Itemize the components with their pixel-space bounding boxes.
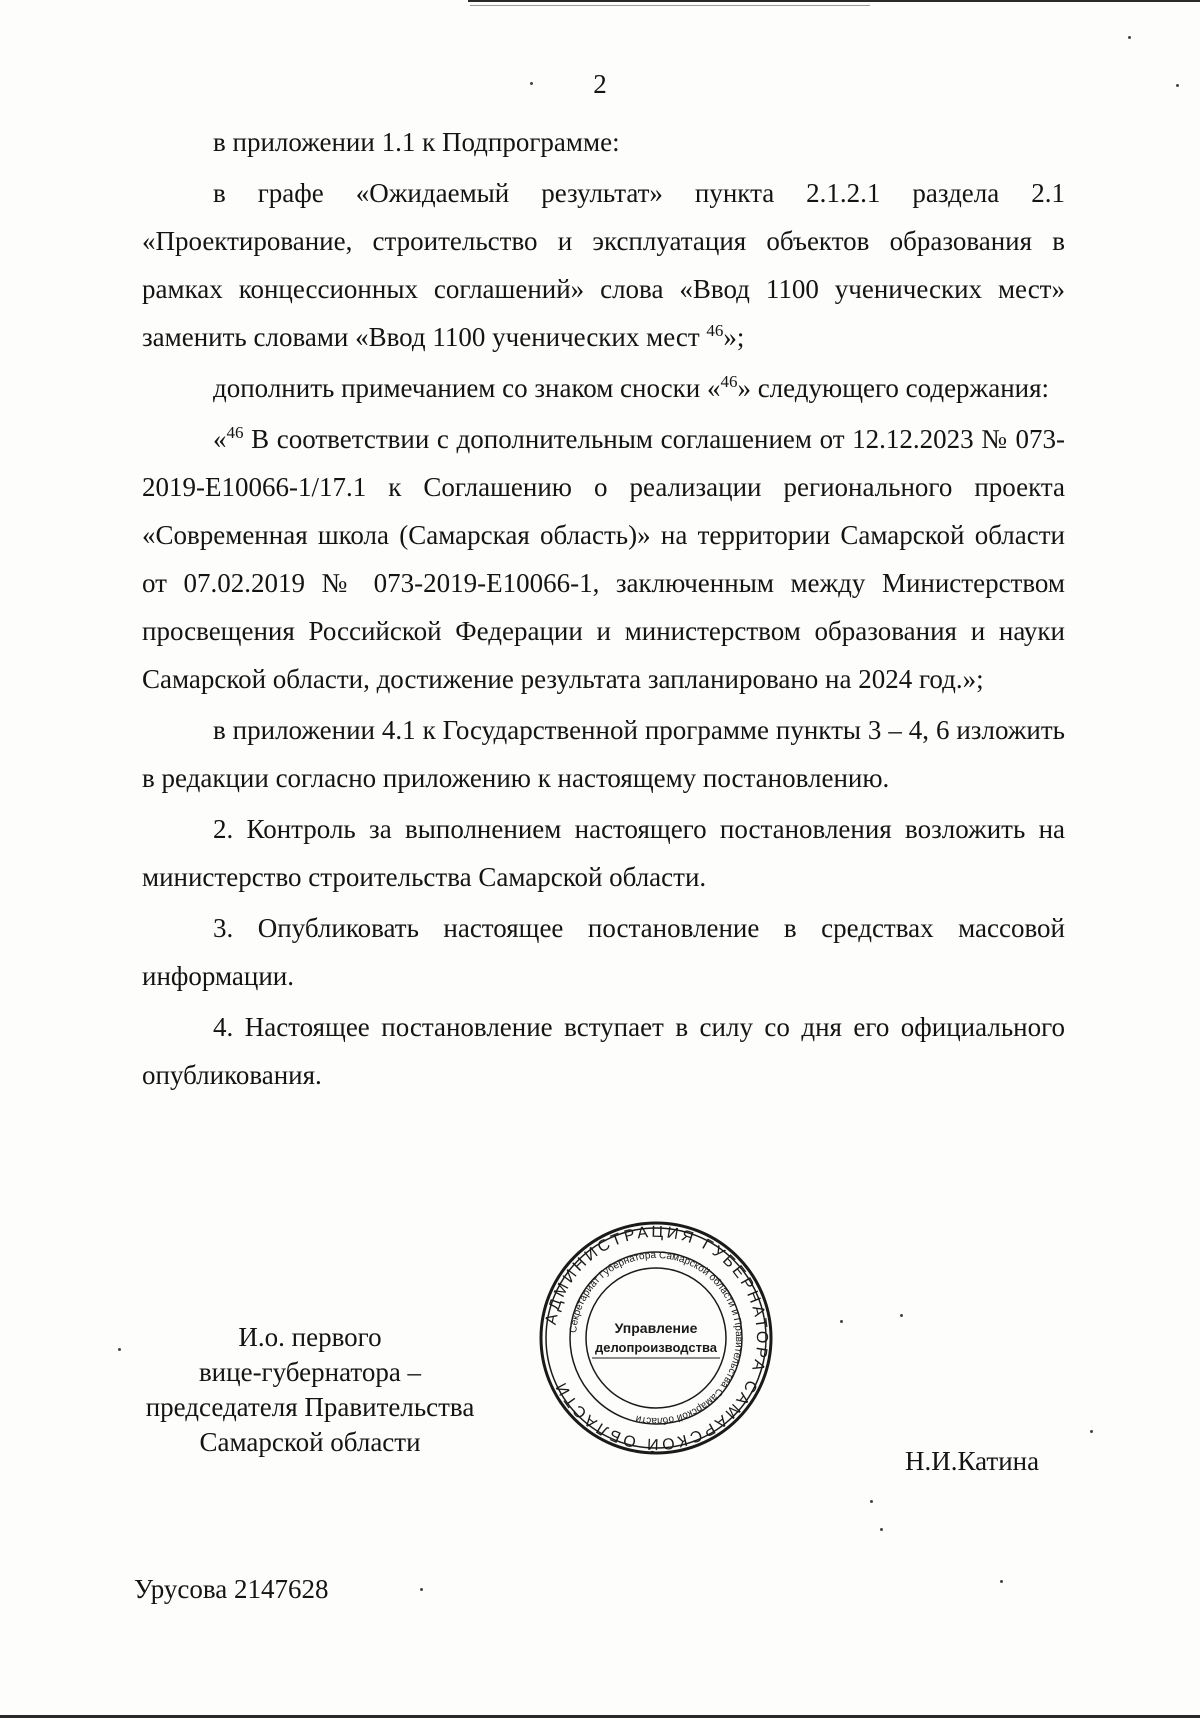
seal-center-line-2: делопроизводства bbox=[594, 1340, 718, 1355]
scan-speck bbox=[420, 1588, 423, 1591]
paragraph-tail: В соответствии с дополнительным соглашением от 12.12.2023 № 073-2019-Е10066-1/17.1 к Соглашению о реализации регионального проекта «Современная школа (Самарская область)» на территории Самарской области от 07.02.2019 № 073-2019-Е10066-1, заключенным между Министерством просвещения Российской Федерации и министерством образования и науки Самарской области, достижение результата запланировано на 2024 год.»; bbox=[142, 424, 1065, 694]
official-seal bbox=[536, 1218, 776, 1458]
scan-speck bbox=[1000, 1580, 1003, 1583]
scan-speck bbox=[880, 1528, 883, 1531]
paragraph-2 bbox=[142, 169, 1065, 361]
scan-speck bbox=[900, 1314, 903, 1317]
paragraph-5 bbox=[142, 706, 1065, 802]
paragraph-8 bbox=[142, 1003, 1065, 1099]
paragraph-6 bbox=[142, 805, 1065, 901]
footnote-mark: 46 bbox=[720, 372, 738, 391]
paragraph-4 bbox=[142, 415, 1065, 703]
signatory-title-line: председателя Правительства bbox=[145, 1392, 475, 1422]
executor-note: Урусова 2147628 bbox=[134, 1574, 329, 1604]
scan-edge-top bbox=[468, 0, 1200, 2]
scan-speck bbox=[1090, 1430, 1093, 1433]
paragraph-3 bbox=[142, 364, 1065, 412]
scan-speck bbox=[840, 1320, 843, 1323]
seal-inner-text: Секретариат Губернатора Самарской области и Правительства Самарской области bbox=[568, 1249, 745, 1427]
paragraph-tail: »; bbox=[723, 322, 745, 352]
paragraph-text: 3. Опубликовать настоящее постановление в средствах массовой информации. bbox=[142, 913, 1065, 991]
scan-speck bbox=[1176, 84, 1179, 87]
paragraph-text: « bbox=[213, 424, 227, 454]
paragraph-7 bbox=[142, 904, 1065, 1000]
paragraph-text: 2. Контроль за выполнением настоящего постановления возложить на министерство строительства Самарской области. bbox=[142, 814, 1065, 892]
document-body bbox=[142, 118, 1065, 1099]
scan-speck bbox=[1128, 36, 1131, 39]
scan-speck bbox=[118, 1348, 121, 1351]
footnote-mark: 46 bbox=[706, 321, 724, 340]
signatory-title-line: вице-губернатора – bbox=[198, 1357, 422, 1387]
svg-text:Секретариат Губернатора Самарс bbox=[568, 1250, 744, 1427]
scan-speck bbox=[870, 1500, 873, 1503]
signatory-name: Н.И.Катина bbox=[905, 1446, 1040, 1476]
paragraph-text: в графе «Ожидаемый результат» пункта 2.1.2.1 раздела 2.1 «Проектирование, строительство и эксплуатация объектов образования в рамках концессионных соглашений» слова «Ввод 1100 ученических мест» заменить словами «Ввод 1100 ученических мест bbox=[142, 178, 1065, 352]
signatory-title-line: И.о. первого bbox=[238, 1322, 382, 1352]
signatory-title-line: Самарской области bbox=[199, 1427, 421, 1457]
paragraph-1 bbox=[142, 118, 1065, 166]
paragraph-text: дополнить примечанием со знаком сноски « bbox=[213, 373, 721, 403]
scan-speck bbox=[530, 82, 533, 85]
paragraph-text: 4. Настоящее постановление вступает в силу со дня его официального опубликования. bbox=[142, 1012, 1065, 1090]
seal-outer-text: АДМИНИСТРАЦИЯ ГУБЕРНАТОРА САМАРСКОЙ ОБЛАСТИ bbox=[542, 1223, 771, 1453]
signatory-title bbox=[140, 1320, 480, 1460]
seal-icon bbox=[536, 1218, 776, 1458]
page-number: 2 bbox=[593, 69, 607, 99]
paragraph-text: в приложении 1.1 к Подпрограмме: bbox=[213, 127, 620, 157]
footnote-mark: 46 bbox=[226, 423, 244, 442]
scan-edge-top-faint bbox=[470, 5, 870, 6]
paragraph-text: в приложении 4.1 к Государственной программе пункты 3 – 4, 6 изложить в редакции согласно приложению к настоящему постановлению. bbox=[142, 715, 1065, 793]
seal-center-line-1: Управление bbox=[614, 1320, 698, 1336]
paragraph-tail: » следующего содержания: bbox=[737, 373, 1050, 403]
